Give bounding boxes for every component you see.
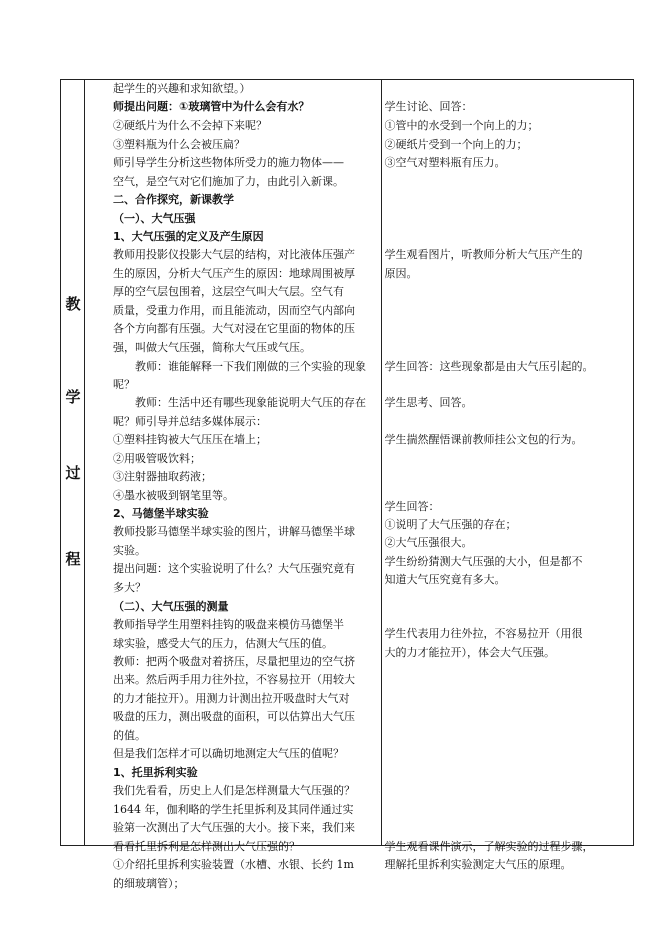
student-text-line: 知道大气压究竟有多大。	[384, 573, 506, 586]
teacher-text-line: 教师投影马德堡半球实验的图片，讲解马德堡半球	[113, 525, 356, 538]
teacher-text-line: 1644 年，伽利略的学生托里拆利及其同伴通过实	[113, 803, 354, 816]
student-text-line: ②大气压强很大。	[384, 536, 473, 549]
teacher-text-line: 教师用投影仪投影大气层的结构，对比液体压强产	[113, 248, 356, 261]
teacher-text-line: 验第一次测出了大气压强的大小。接下来，我们来	[113, 821, 356, 834]
section-label-char: 学	[65, 388, 81, 406]
student-text-line: ①说明了大气压强的存在；	[384, 518, 517, 531]
teacher-text-line: 1、大气压强的定义及产生原因	[113, 230, 264, 243]
teacher-text-line: 球实验，感受大气的压力，估测大气压的值。	[113, 637, 334, 650]
teacher-text-line: 实验。	[113, 544, 147, 557]
student-text-line: 学生观看课件演示，了解实验的过程步骤，	[384, 840, 594, 853]
student-text-line: ①管中的水受到一个向上的力；	[384, 119, 539, 132]
teacher-text-line: 教师：生活中还有哪些现象能说明大气压的存在	[113, 396, 367, 409]
student-text-line: 学生观看图片，听教师分析大气压产生的	[384, 248, 583, 261]
section-label-char: 过	[65, 464, 81, 482]
teacher-text-line: 二、合作探究，新课教学	[113, 193, 235, 206]
teacher-text-line: 多大？	[113, 581, 147, 594]
teacher-text-line: 各个方向都有压强。大气对浸在它里面的物体的压	[113, 322, 356, 335]
student-text-line: 学生揣然醒悟课前教师挂公文包的行为。	[384, 433, 583, 446]
teacher-text-line: ②硬纸片为什么不会掉下来呢？	[113, 119, 268, 132]
student-text-line: 学生代表用力往外拉，不容易拉开（用很	[384, 627, 583, 640]
teacher-text-line: 我们先看看，历史上人们是怎样测量大气压强的？	[113, 784, 356, 797]
student-text-line: 学生纷纷猜测大气压强的大小，但是都不	[384, 555, 583, 568]
teacher-text-line: 的细玻璃管）；	[113, 877, 185, 890]
teacher-text-line: 生的原因，分析大气压产生的原因：地球周围被厚	[113, 267, 356, 280]
teacher-text-line: 教师：把两个吸盘对着挤压，尽量把里边的空气挤	[113, 655, 356, 668]
teacher-text-line: 看看托里拆利是怎样测出大气压强的？	[113, 840, 301, 853]
teacher-text-line: 教师指导学生用塑料挂钩的吸盘来模仿马德堡半	[113, 618, 345, 631]
teacher-text-line: 但是我们怎样才可以确切地测定大气压的值呢？	[113, 747, 345, 760]
student-text-line: 学生讨论、回答：	[384, 100, 473, 113]
student-activity-cell	[381, 80, 633, 871]
teacher-text-line: 师引导学生分析这些物体所受力的施力物体——	[113, 156, 345, 169]
teacher-text-line: ④墨水被吸到钢笔里等。	[113, 489, 235, 502]
teacher-text-line: ①介绍托里拆利实验装置（水槽、水银、长约 1m	[113, 858, 354, 871]
teacher-text-line: 出来。然后两手用力往外拉，不容易拉开（用较大	[113, 673, 356, 686]
student-text-line: 原因。	[384, 267, 418, 280]
student-text-line: 理解托里拆利实验测定大气压的原理。	[384, 858, 572, 871]
teacher-text-line: 空气，是空气对它们施加了力，由此引入新课。	[113, 175, 345, 188]
section-label-char: 程	[65, 550, 81, 568]
teacher-text-line: 厚的空气层包围着，这层空气叫大气层。空气有	[113, 285, 345, 298]
teacher-text-line: 1、托里拆利实验	[113, 766, 198, 779]
teacher-text-line: 呢？师引导并总结多媒体展示：	[113, 415, 268, 428]
teacher-text-line: ②用吸管吸饮料；	[113, 452, 202, 465]
teacher-text-line: 质量，受重力作用，而且能流动，因而空气内部向	[113, 304, 356, 317]
student-text-line: 学生回答：	[384, 500, 440, 513]
teacher-text-line: 提出问题：这个实验说明了什么？大气压强究竟有	[113, 562, 356, 575]
teacher-text-line: ③注射器抽取药液；	[113, 470, 213, 483]
student-text-line: 学生思考、回答。	[384, 396, 473, 409]
section-label-char: 教	[65, 295, 81, 313]
teacher-text-line: 师提出问题：①玻璃管中为什么会有水？	[113, 100, 310, 113]
teacher-text-line: 起学生的兴趣和求知欲望。）	[113, 82, 251, 95]
teacher-text-line: 教师：谁能解释一下我们刚做的三个实验的现象	[113, 360, 367, 373]
teacher-text-line: 强，叫做大气压强，简称大气压或气压。	[113, 341, 312, 354]
teacher-text-line: 的力才能拉开）。用测力计测出拉开吸盘时大气对	[113, 692, 350, 705]
teacher-text-line: 呢？	[113, 378, 136, 391]
section-label-cell	[61, 80, 85, 846]
teacher-text-line: 2、马德堡半球实验	[113, 507, 209, 520]
student-text-line: 大的力才能拉开），体会大气压强。	[384, 646, 556, 659]
student-text-line: ②硬纸片受到一个向上的力；	[384, 138, 528, 151]
student-text-line: 学生回答：这些现象都是由大气压引起的。	[384, 360, 594, 373]
teacher-text-line: 的值。	[113, 729, 147, 742]
teacher-activity-cell	[85, 80, 382, 890]
teacher-text-line: 吸盘的压力，测出吸盘的面积，可以估算出大气压	[113, 710, 356, 723]
teacher-text-line: ③塑料瓶为什么会被压扁？	[113, 138, 246, 151]
lesson-table	[60, 79, 634, 890]
teacher-text-line: （一）、大气压强	[113, 212, 196, 225]
teacher-text-line: （二）、大气压强的测量	[113, 600, 229, 613]
teacher-text-line: ①塑料挂钩被大气压压在墙上；	[113, 433, 268, 446]
student-text-line: ③空气对塑料瓶有压力。	[384, 156, 506, 169]
